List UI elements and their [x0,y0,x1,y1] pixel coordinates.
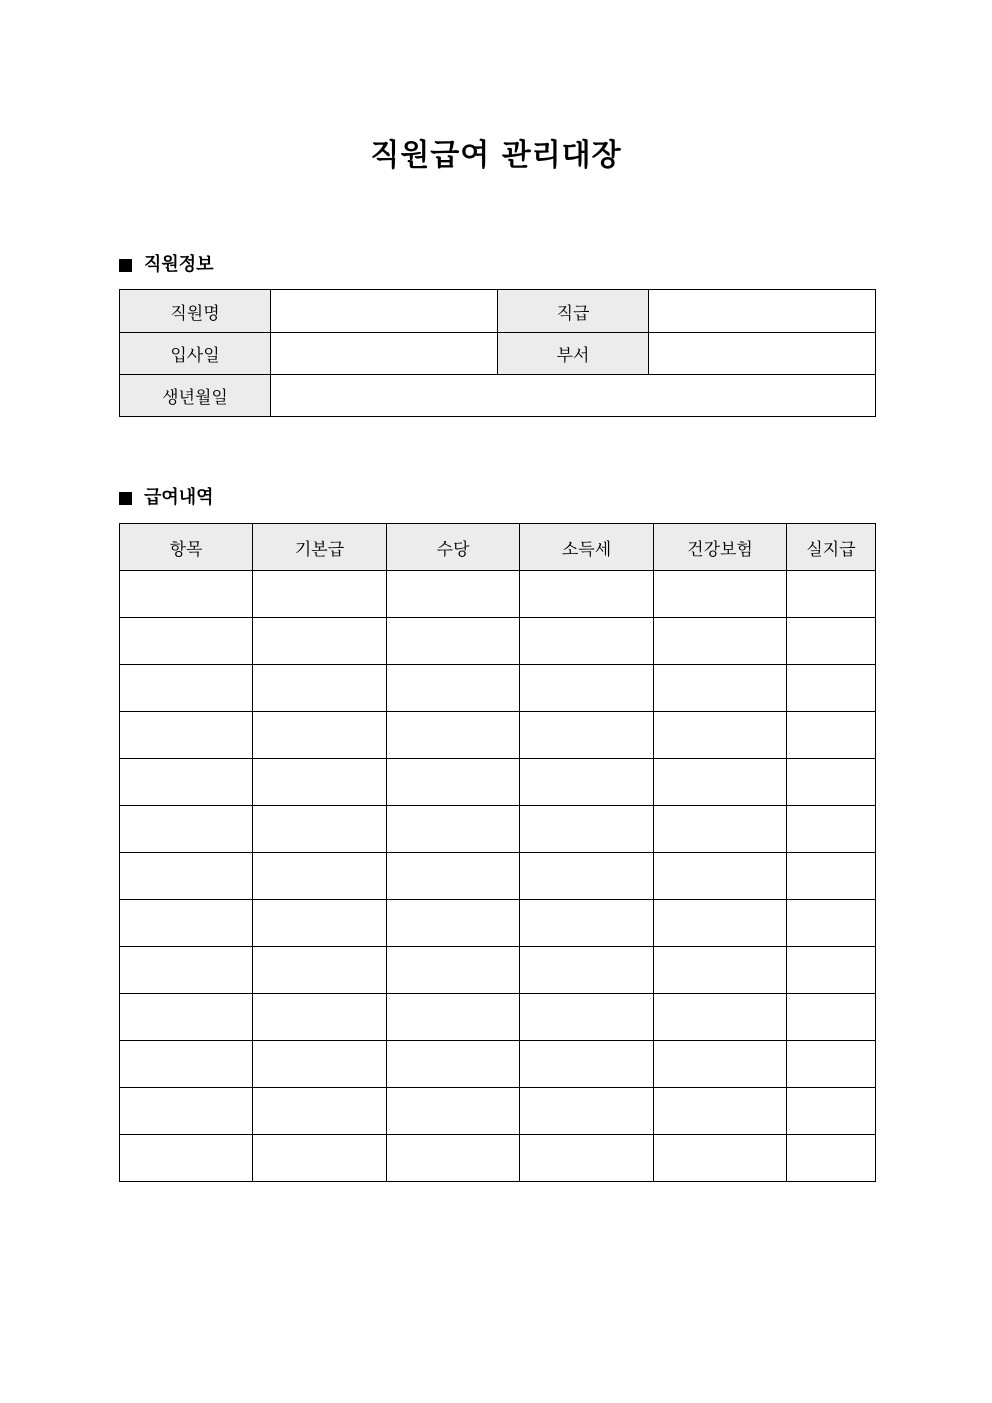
health-insurance-cell[interactable] [654,571,787,618]
item-cell[interactable] [120,618,253,665]
income-tax-cell[interactable] [520,1135,654,1182]
income-tax-cell[interactable] [520,853,654,900]
income-tax-cell[interactable] [520,618,654,665]
section-heading-employee-info [119,253,214,277]
base-pay-cell[interactable] [253,994,387,1041]
hire-date-field[interactable] [271,333,498,375]
employee-name-label: 직원명 [120,290,271,333]
net-pay-cell[interactable] [787,571,876,618]
health-insurance-cell[interactable] [654,806,787,853]
section-heading-label: 직원정보 [144,254,214,275]
table-row [120,1135,876,1182]
base-pay-cell[interactable] [253,947,387,994]
birth-date-field[interactable] [271,375,876,417]
income-tax-cell[interactable] [520,665,654,712]
allowance-cell[interactable] [387,1041,520,1088]
income-tax-cell[interactable] [520,712,654,759]
column-header-income-tax: 소득세 [520,524,654,571]
section-heading-label: 급여내역 [144,487,214,508]
net-pay-cell[interactable] [787,900,876,947]
health-insurance-cell[interactable] [654,900,787,947]
base-pay-cell[interactable] [253,759,387,806]
net-pay-cell[interactable] [787,1135,876,1182]
table-row [120,947,876,994]
health-insurance-cell[interactable] [654,1088,787,1135]
health-insurance-cell[interactable] [654,759,787,806]
table-row [120,333,876,375]
health-insurance-cell[interactable] [654,947,787,994]
column-header-net-pay: 실지급 [787,524,876,571]
allowance-cell[interactable] [387,994,520,1041]
net-pay-cell[interactable] [787,618,876,665]
allowance-cell[interactable] [387,665,520,712]
income-tax-cell[interactable] [520,806,654,853]
item-cell[interactable] [120,712,253,759]
item-cell[interactable] [120,1088,253,1135]
net-pay-cell[interactable] [787,712,876,759]
allowance-cell[interactable] [387,900,520,947]
health-insurance-cell[interactable] [654,712,787,759]
base-pay-cell[interactable] [253,1135,387,1182]
square-bullet-icon [119,492,132,505]
base-pay-cell[interactable] [253,618,387,665]
income-tax-cell[interactable] [520,1041,654,1088]
square-bullet-icon [119,259,132,272]
item-cell[interactable] [120,665,253,712]
allowance-cell[interactable] [387,571,520,618]
column-header-allowance: 수당 [387,524,520,571]
income-tax-cell[interactable] [520,994,654,1041]
column-header-health-insurance: 건강보험 [654,524,787,571]
table-row [120,853,876,900]
base-pay-cell[interactable] [253,571,387,618]
item-cell[interactable] [120,571,253,618]
net-pay-cell[interactable] [787,1088,876,1135]
table-row [120,712,876,759]
health-insurance-cell[interactable] [654,1135,787,1182]
net-pay-cell[interactable] [787,1041,876,1088]
section-heading-payroll [119,486,214,510]
income-tax-cell[interactable] [520,1088,654,1135]
table-row [120,1041,876,1088]
table-row [120,900,876,947]
net-pay-cell[interactable] [787,994,876,1041]
base-pay-cell[interactable] [253,712,387,759]
item-cell[interactable] [120,900,253,947]
item-cell[interactable] [120,806,253,853]
allowance-cell[interactable] [387,1088,520,1135]
net-pay-cell[interactable] [787,853,876,900]
item-cell[interactable] [120,1041,253,1088]
net-pay-cell[interactable] [787,806,876,853]
column-header-item: 항목 [120,524,253,571]
health-insurance-cell[interactable] [654,1041,787,1088]
net-pay-cell[interactable] [787,947,876,994]
base-pay-cell[interactable] [253,853,387,900]
allowance-cell[interactable] [387,806,520,853]
income-tax-cell[interactable] [520,900,654,947]
page-title: 직원급여 관리대장 [370,138,622,173]
table-row [120,375,876,417]
hire-date-label: 입사일 [120,333,271,375]
column-header-base-pay: 기본급 [253,524,387,571]
item-cell[interactable] [120,759,253,806]
table-row [120,665,876,712]
income-tax-cell[interactable] [520,759,654,806]
position-field[interactable] [649,290,876,333]
item-cell[interactable] [120,947,253,994]
net-pay-cell[interactable] [787,759,876,806]
income-tax-cell[interactable] [520,947,654,994]
base-pay-cell[interactable] [253,900,387,947]
allowance-cell[interactable] [387,618,520,665]
department-label: 부서 [498,333,649,375]
allowance-cell[interactable] [387,759,520,806]
allowance-cell[interactable] [387,853,520,900]
allowance-cell[interactable] [387,947,520,994]
table-row [120,806,876,853]
base-pay-cell[interactable] [253,665,387,712]
item-cell[interactable] [120,853,253,900]
department-field[interactable] [649,333,876,375]
birth-date-label: 생년월일 [120,375,271,417]
table-row [120,571,876,618]
table-row [120,290,876,333]
position-label: 직급 [498,290,649,333]
health-insurance-cell[interactable] [654,994,787,1041]
health-insurance-cell[interactable] [654,665,787,712]
table-row [120,994,876,1041]
net-pay-cell[interactable] [787,665,876,712]
employee-info-table [119,289,876,417]
health-insurance-cell[interactable] [654,853,787,900]
health-insurance-cell[interactable] [654,618,787,665]
base-pay-cell[interactable] [253,1088,387,1135]
base-pay-cell[interactable] [253,1041,387,1088]
base-pay-cell[interactable] [253,806,387,853]
allowance-cell[interactable] [387,1135,520,1182]
income-tax-cell[interactable] [520,571,654,618]
employee-name-field[interactable] [271,290,498,333]
table-header-row [120,524,876,571]
allowance-cell[interactable] [387,712,520,759]
item-cell[interactable] [120,1135,253,1182]
item-cell[interactable] [120,994,253,1041]
table-row [120,759,876,806]
table-row [120,1088,876,1135]
payroll-table [119,523,876,1182]
table-row [120,618,876,665]
